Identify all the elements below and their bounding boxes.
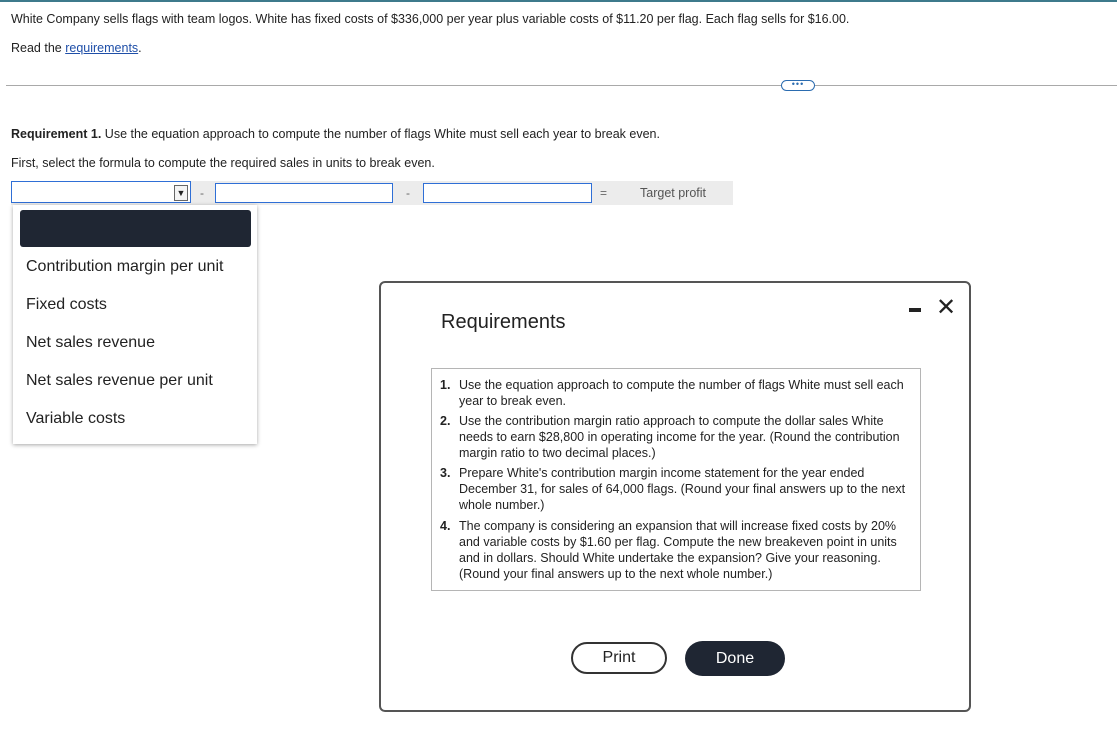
expand-more-button[interactable]: ••• [781, 80, 815, 91]
requirement-1-label: Requirement 1. [11, 127, 102, 141]
section-divider [6, 85, 1117, 86]
formula-select-1[interactable] [11, 181, 191, 203]
requirements-dialog [379, 281, 971, 712]
chevron-down-icon[interactable]: ▼ [174, 185, 188, 201]
formula-select-3[interactable] [423, 183, 592, 203]
minus-operator-2: - [406, 186, 410, 200]
formula-dropdown-menu [13, 205, 257, 444]
read-prefix: Read the [11, 41, 66, 55]
dropdown-highlighted-option[interactable] [20, 210, 251, 247]
requirement-item [440, 377, 910, 409]
dialog-title: Requirements [441, 311, 566, 333]
requirement-text: The company is considering an expansion that will increase fixed costs by 20% and variable costs by $1.60 per flag. Compute the new breakeven point in units and in dollars. Should White undertake the expansion? Give your reasoning. (Round your final answers up to the next whole number.) [459, 519, 897, 581]
read-requirements-line [11, 41, 142, 55]
dropdown-option[interactable]: Net sales revenue per unit [26, 372, 213, 389]
requirement-1-text: Use the equation approach to compute the number of flags White must sell each year to break even. [101, 127, 660, 141]
minimize-icon[interactable] [909, 308, 921, 312]
print-button[interactable]: Print [571, 642, 667, 674]
requirement-item [440, 518, 910, 582]
problem-statement: White Company sells flags with team logos. White has fixed costs of $336,000 per year plus variable costs of $11.20 per flag. Each flag sells for $16.00. [11, 12, 850, 26]
dropdown-option[interactable]: Contribution margin per unit [26, 258, 224, 275]
requirement-text: Use the contribution margin ratio approach to compute the dollar sales White needs to earn $28,800 in operating income for the year. (Round the contribution margin ratio to two decimal places.) [459, 414, 900, 460]
top-accent-line [0, 0, 1117, 2]
read-suffix: . [138, 41, 142, 55]
formula-select-2[interactable] [215, 183, 393, 203]
target-profit-label: Target profit [640, 186, 707, 200]
minus-operator-1: - [200, 186, 204, 200]
equals-sign: = [600, 186, 608, 200]
requirement-text: Prepare White's contribution margin income statement for the year ended December 31, for sales of 64,000 flags. (Round your final answers up to the next whole number.) [459, 466, 906, 512]
requirements-link[interactable]: requirements [65, 41, 139, 55]
formula-instruction: First, select the formula to compute the required sales in units to break even. [11, 156, 435, 170]
requirement-number: 4. [440, 519, 451, 533]
requirement-number: 2. [440, 414, 451, 428]
requirements-list [431, 368, 921, 591]
dropdown-option[interactable]: Net sales revenue [26, 334, 155, 351]
done-button[interactable]: Done [685, 641, 785, 676]
requirement-number: 3. [440, 466, 451, 480]
close-icon[interactable]: ✕ [936, 294, 957, 321]
requirement-item [440, 465, 910, 513]
requirement-item [440, 413, 910, 461]
requirement-number: 1. [440, 378, 451, 392]
dropdown-option[interactable]: Variable costs [26, 410, 126, 427]
requirement-text: Use the equation approach to compute the number of flags White must sell each year to break even. [459, 378, 904, 408]
dropdown-option[interactable]: Fixed costs [26, 296, 107, 313]
requirement-1-heading [11, 127, 660, 141]
